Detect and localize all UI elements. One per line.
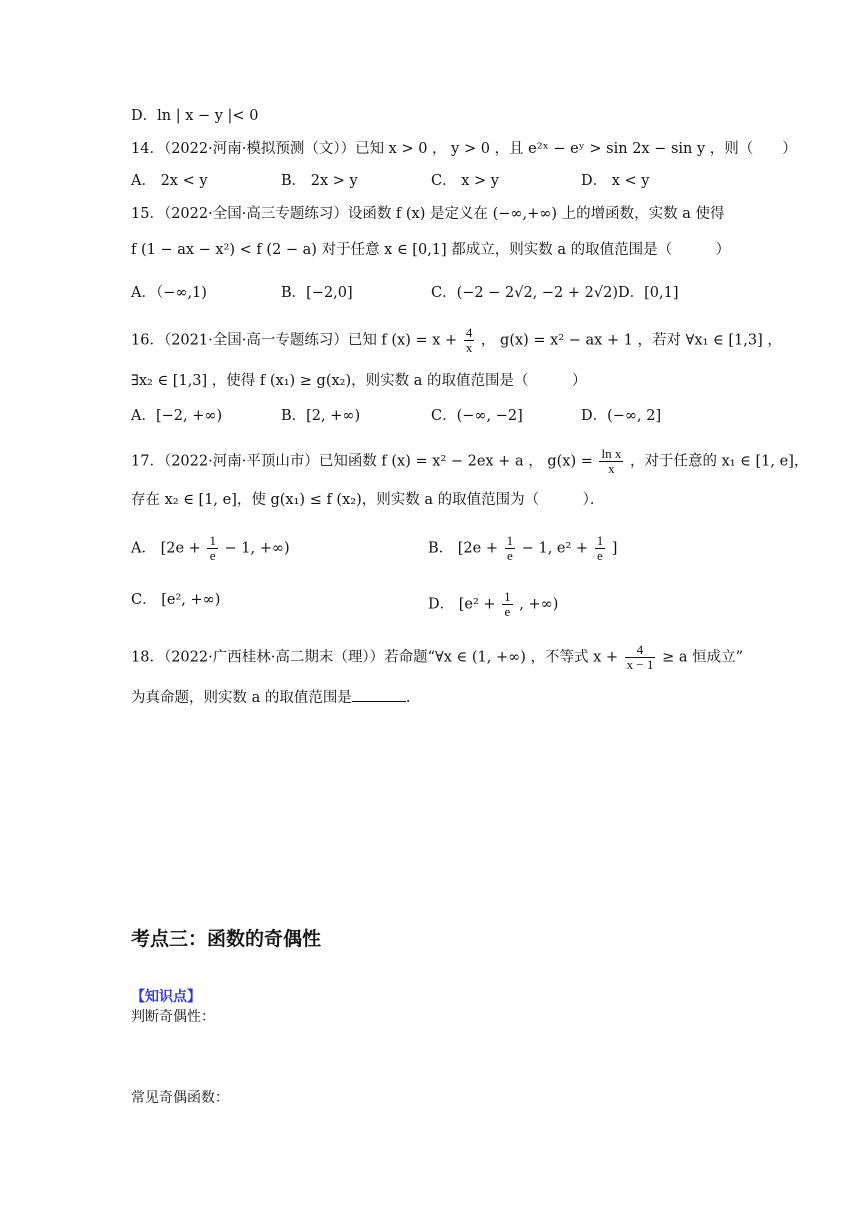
answer-blank [352,687,406,702]
q17-option-c [131,590,220,610]
q16-stem-prefix: 16．（2021·全国·高一专题练习）已知 f (x) = x + [131,332,458,349]
q16-stem-line2: ∃x₂ ∈ [1,3] ，使得 f (x₁) ≥ g(x₂)，则实数 a 的取值范围是（ ） [131,373,587,389]
q17-option-a-den: e [209,548,216,563]
q17-option-b [428,534,617,563]
q16-stem-line1 [131,326,782,355]
q14-option-c: C． x > y [431,173,499,189]
q17-option-b-den: e [506,548,513,563]
q18-stem-line2-suffix: . [405,690,411,706]
q17-option-c-prefix: C． [131,592,157,608]
q17-option-a [131,534,290,563]
q17-stem-suffix: ，对于任意的 x₁ ∈ [1, e]， [629,453,809,470]
q15-option-c: C．(−2 − 2√2, −2 + 2√2) [431,285,618,301]
q17-frac-den: x [608,461,615,476]
q17-option-b-num: 1 [506,533,514,548]
q17-option-a-post: − 1, +∞) [224,540,290,557]
q16-option-b: B．[2, +∞) [281,408,361,424]
common-functions-label: 常见奇偶函数： [131,1090,229,1106]
q17-option-d-post: , +∞) [519,596,559,613]
knowledge-point-tag: 【知识点】 [131,989,201,1005]
q17-option-b-prefix: B． [428,540,454,557]
q18-stem-suffix: ≥ a 恒成立” [662,649,744,666]
q15-stem-line2: f (1 − ax − x²) < f (2 − a) 对于任意 x ∈ [0,1] 都成立，则实数 a 的取值范围是（ ） [131,242,731,258]
q17-option-b-post: ] [611,540,618,557]
q17-option-b-num2: 1 [596,533,604,548]
q17-option-b-mid: − 1, e² + [521,540,589,557]
q17-option-c-text: [e², +∞) [161,592,221,608]
q18-frac-num: 4 [625,643,656,658]
q14-stem: 14．（2022·河南·模拟预测（文））已知 x > 0 ， y > 0 ，且 e²ˣ − eʸ > sin 2x − sin y ，则（ ） [131,141,797,157]
q17-option-b-fraction-2 [595,534,606,563]
q17-stem-line1 [131,447,808,476]
q18-stem-line2-prefix: 为真命题，则实数 a 的取值范围是 [131,690,352,706]
q16-option-a: A．[−2, +∞) [131,408,223,424]
q16-frac-den: x [465,340,473,355]
q17-option-a-num: 1 [209,533,216,548]
q16-frac-num: 4 [465,325,473,340]
q16-option-c: C．(−∞, −2] [431,408,523,424]
q15-stem-line1: 15．（2022·全国·高三专题练习）设函数 f (x) 是定义在 (−∞,+∞) 上的增函数，实数 a 使得 [131,206,725,222]
q18-frac-den: x − 1 [626,657,654,672]
q18-stem-line1 [131,643,743,672]
q14-option-d: D． x < y [581,173,650,189]
q15-option-a: A．（−∞,1) [131,285,207,301]
q15-option-b: B．[−2,0] [281,285,353,301]
q16-option-d: D．(−∞, 2] [581,408,662,424]
section-title: 考点三：函数的奇偶性 [131,928,322,950]
q17-stem-prefix: 17．（2022·河南·平顶山市）已知函数 f (x) = x² − 2ex + a ， g(x) = [131,453,593,470]
q15-option-d: D．[0,1] [618,285,679,301]
q17-option-a-prefix: A． [131,540,156,557]
q14-option-b: B． 2x > y [281,173,358,189]
q16-stem-suffix: ， g(x) = x² − ax + 1 ，若对 ∀x₁ ∈ [1,3] ， [480,332,782,349]
q17-option-d-num: 1 [504,589,511,604]
parity-judgment-label: 判断奇偶性： [131,1009,215,1025]
q17-option-b-den2: e [597,548,603,563]
q17-option-d-pre: [e² + [458,596,496,613]
q17-option-a-fraction [207,534,218,563]
q18-stem-prefix: 18．（2022·广西桂林·高二期末（理））若命题“∀x ∈ (1, +∞) ，不等式 x + [131,649,619,666]
q17-fraction [599,447,623,476]
q16-fraction [464,326,475,355]
q14-option-a: A． 2x < y [131,173,208,189]
q17-option-a-pre: [2e + [160,540,201,557]
q17-option-b-fraction-1 [505,534,516,563]
q17-frac-num: ln x [601,446,622,461]
q18-fraction [625,643,656,672]
q17-option-d-fraction [502,590,513,619]
q17-stem-line2: 存在 x₂ ∈ [1, e]，使 g(x₁) ≤ f (x₂)，则实数 a 的取值范围为（ ）． [131,492,605,508]
q18-stem-line2 [131,687,410,708]
q17-option-b-pre: [2e + [457,540,498,557]
q13-option-d: D．ln | x − y |< 0 [131,108,259,124]
q17-option-d-den: e [504,604,511,619]
q17-option-d-prefix: D． [428,596,455,613]
q17-option-d [428,590,558,619]
